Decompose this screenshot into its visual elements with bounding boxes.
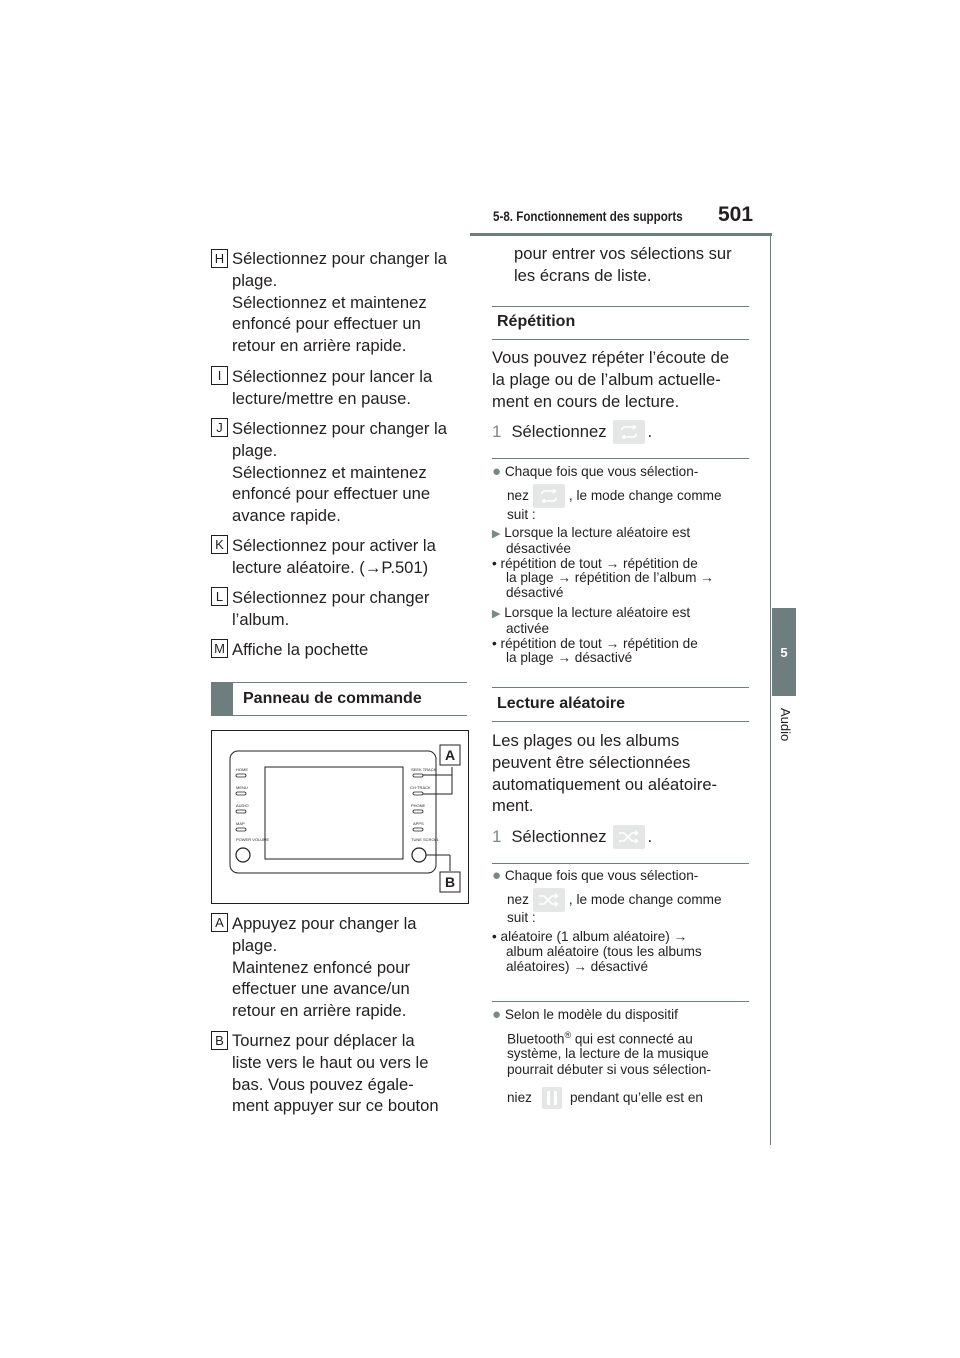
bt-note-line4: pourrait débuter si vous sélection-: [507, 1062, 712, 1077]
line: Bluetooth: [507, 1031, 565, 1047]
letter-b: B: [211, 1031, 228, 1050]
panel-label-map: MAP: [236, 821, 245, 826]
line: Appuyez pour changer la: [232, 914, 417, 933]
step-text: Sélectionnez: [511, 422, 607, 442]
shuffle-rule-bottom: [492, 721, 749, 722]
bullet-icon: ●: [492, 1006, 502, 1023]
repeat-rule-bottom: [492, 339, 749, 340]
shuffle-icon[interactable]: [613, 825, 645, 849]
line: Chaque fois que vous sélection-: [504, 868, 699, 883]
line: • répétition de tout → répétition de: [492, 635, 698, 651]
repeat-note-suit: suit :: [507, 507, 536, 522]
line: l’album.: [232, 609, 290, 629]
line: pendant qu’elle est en: [569, 1089, 703, 1105]
note-nez: nez: [507, 891, 529, 907]
line: retour en arrière rapide.: [232, 1001, 407, 1021]
repeat-sub1: [492, 526, 714, 601]
shuffle-intro: [492, 730, 717, 817]
line: avance rapide.: [232, 506, 341, 526]
line: lecture/mettre en pause.: [232, 388, 411, 408]
line: automatiquement ou aléatoire-: [492, 774, 718, 794]
line: Chaque fois que vous sélection-: [504, 464, 699, 479]
shuffle-rule-top: [492, 687, 749, 688]
line: Tournez pour déplacer la: [232, 1031, 415, 1050]
shuffle-note-suit: suit :: [507, 910, 536, 925]
shuffle-icon: [533, 888, 565, 912]
chapter-tab[interactable]: [772, 608, 796, 696]
line: désactivée: [506, 540, 571, 556]
bt-note-rule: [492, 1001, 749, 1002]
head-unit-drawing: [212, 731, 468, 903]
bt-note-line2: [507, 1028, 693, 1047]
map-button[interactable]: [236, 828, 246, 831]
line: pour entrer vos sélections sur: [514, 244, 732, 263]
repeat-title: Répétition: [497, 313, 576, 330]
chapter-number: 5: [780, 644, 788, 660]
line: plage.: [232, 270, 278, 290]
line: ment appuyer sur ce bouton: [232, 1096, 439, 1116]
registered-mark: ®: [564, 1030, 572, 1040]
home-button[interactable]: [236, 774, 246, 777]
step-end: .: [647, 827, 653, 847]
bt-note: [492, 1008, 678, 1023]
control-panel-illustration: [211, 730, 469, 904]
repeat-rule-top: [492, 306, 749, 307]
step-number: 1: [492, 827, 502, 847]
line: effectuer une avance/un: [232, 979, 410, 999]
panel-label-menu: MENU: [236, 785, 248, 790]
note-rest: , le mode change comme: [568, 487, 722, 503]
item-l-text: [232, 587, 429, 631]
line: la plage ou de l’album actuelle-: [492, 369, 721, 389]
line: qui est connecté au: [571, 1031, 693, 1047]
item-j-text: [232, 418, 447, 527]
line: peuvent être sélectionnées: [492, 752, 691, 772]
line: les écrans de liste.: [514, 265, 652, 285]
panel-section-heading: [211, 682, 467, 716]
apps-button[interactable]: [413, 828, 423, 831]
panel-label-apps: APPS: [413, 821, 424, 826]
line: Sélectionnez pour changer la: [232, 249, 447, 268]
shuffle-note-line2: [507, 888, 722, 912]
letter-h: H: [211, 249, 228, 268]
line: enfoncé pour effectuer un: [232, 314, 421, 334]
repeat-note-rule: [492, 458, 749, 459]
line: plage.: [232, 935, 278, 955]
triangle-icon: ▶: [492, 608, 501, 620]
panel-label-tune: TUNE SCROLL: [411, 837, 440, 842]
note-nez: nez: [507, 487, 529, 503]
line: Les plages ou les albums: [492, 731, 680, 750]
line: Sélectionnez pour changer: [232, 588, 430, 607]
bullet-icon: ●: [492, 867, 502, 884]
menu-button[interactable]: [236, 792, 246, 795]
line: la plage → désactivé: [506, 650, 633, 666]
repeat-intro: [492, 347, 729, 412]
line: Vous pouvez répéter l’écoute de: [492, 348, 730, 367]
line: désactivé: [506, 585, 564, 601]
line: enfoncé pour effectuer une: [232, 484, 431, 504]
step-end: .: [647, 422, 653, 442]
header-rule: [470, 233, 772, 236]
line: lecture aléatoire. (→P.501): [232, 557, 429, 577]
letter-k: K: [211, 535, 228, 554]
bt-note-line5: [507, 1087, 703, 1109]
panel-section-title: Panneau de commande: [243, 690, 422, 707]
letter-i: I: [211, 366, 228, 385]
repeat-note: [492, 465, 698, 480]
panel-label-phone: PHONE: [411, 803, 426, 808]
shuffle-step: [492, 825, 652, 849]
line: Sélectionnez pour activer la: [232, 536, 436, 555]
item-m-text: [232, 639, 368, 661]
line: Lorsque la lecture aléatoire est: [504, 605, 691, 620]
line: • aléatoire (1 album aléatoire) →: [492, 929, 688, 944]
line: Maintenez enfoncé pour: [232, 957, 411, 977]
tune-scroll-knob[interactable]: [412, 848, 426, 862]
bullet-icon: ●: [492, 463, 502, 480]
line: activée: [506, 620, 550, 636]
triangle-icon: ▶: [492, 528, 501, 540]
step-number: 1: [492, 422, 502, 442]
repeat-note-line2: [507, 484, 722, 508]
line: Sélectionnez et maintenez: [232, 462, 427, 482]
line: bas. Vous pouvez égale-: [232, 1074, 414, 1094]
repeat-sub2: [492, 606, 698, 666]
repeat-step: [492, 420, 652, 444]
line: plage.: [232, 440, 278, 460]
item-i-text: [232, 366, 432, 410]
letter-j: J: [211, 418, 228, 437]
heading-bar: [211, 683, 233, 715]
panel-label-audio: AUDIO: [236, 803, 249, 808]
line: la plage → répétition de l’album →: [506, 570, 714, 586]
shuffle-note: [492, 869, 698, 884]
line: liste vers le haut ou vers le: [232, 1052, 429, 1072]
chapter-label-text: Audio: [778, 708, 793, 742]
audio-button[interactable]: [236, 810, 246, 813]
item-k-text: [232, 535, 436, 579]
line: niez: [507, 1089, 532, 1105]
line: retour en arrière rapide.: [232, 336, 407, 356]
letter-a: A: [211, 913, 228, 932]
letter-l: L: [211, 587, 228, 606]
repeat-icon: [533, 484, 565, 508]
seek-button[interactable]: [413, 774, 423, 777]
track-button[interactable]: [413, 792, 423, 795]
item-a-text: [232, 913, 417, 1022]
page-number: 501: [718, 203, 754, 226]
chapter-label: [773, 708, 797, 752]
callout-a: A: [444, 747, 456, 763]
bt-note-line3: système, la lecture de la musique: [507, 1046, 709, 1061]
line: Sélectionnez pour lancer la: [232, 367, 433, 386]
line: aléatoires) → désactivé: [506, 958, 649, 974]
line: Affiche la pochette: [232, 640, 369, 659]
note-rest: , le mode change comme: [568, 891, 722, 907]
panel-label-home: HOME: [236, 767, 248, 772]
line: album aléatoire (tous les albums: [506, 943, 702, 959]
line: ment en cours de lecture.: [492, 391, 680, 411]
line: Sélectionnez et maintenez: [232, 292, 427, 312]
item-h-text: [232, 248, 447, 357]
shuffle-note-rule: [492, 863, 749, 864]
shuffle-items: [492, 930, 702, 974]
line: ment.: [492, 796, 534, 816]
panel-label-track: CH·TRACK: [410, 785, 431, 790]
right-top-text: [514, 243, 732, 287]
line: Lorsque la lecture aléatoire est: [504, 525, 691, 540]
line: • répétition de tout → répétition de: [492, 555, 698, 571]
panel-label-power: POWER VOLUME: [236, 837, 270, 842]
panel-label-seek: SEEK TRACK: [411, 767, 437, 772]
repeat-icon[interactable]: [613, 420, 645, 444]
line: Sélectionnez pour changer la: [232, 419, 447, 438]
line: Selon le modèle du dispositif: [504, 1007, 678, 1022]
power-volume-knob[interactable]: [236, 848, 250, 862]
item-b-text: [232, 1030, 439, 1117]
section-header: 5-8. Fonctionnement des supports: [493, 209, 683, 224]
letter-m: M: [211, 639, 228, 658]
callout-b: B: [444, 874, 456, 890]
phone-button[interactable]: [413, 810, 423, 813]
pause-icon: [542, 1087, 562, 1109]
column-divider: [770, 233, 771, 1145]
shuffle-title: Lecture aléatoire: [497, 695, 626, 712]
step-text: Sélectionnez: [511, 827, 607, 847]
